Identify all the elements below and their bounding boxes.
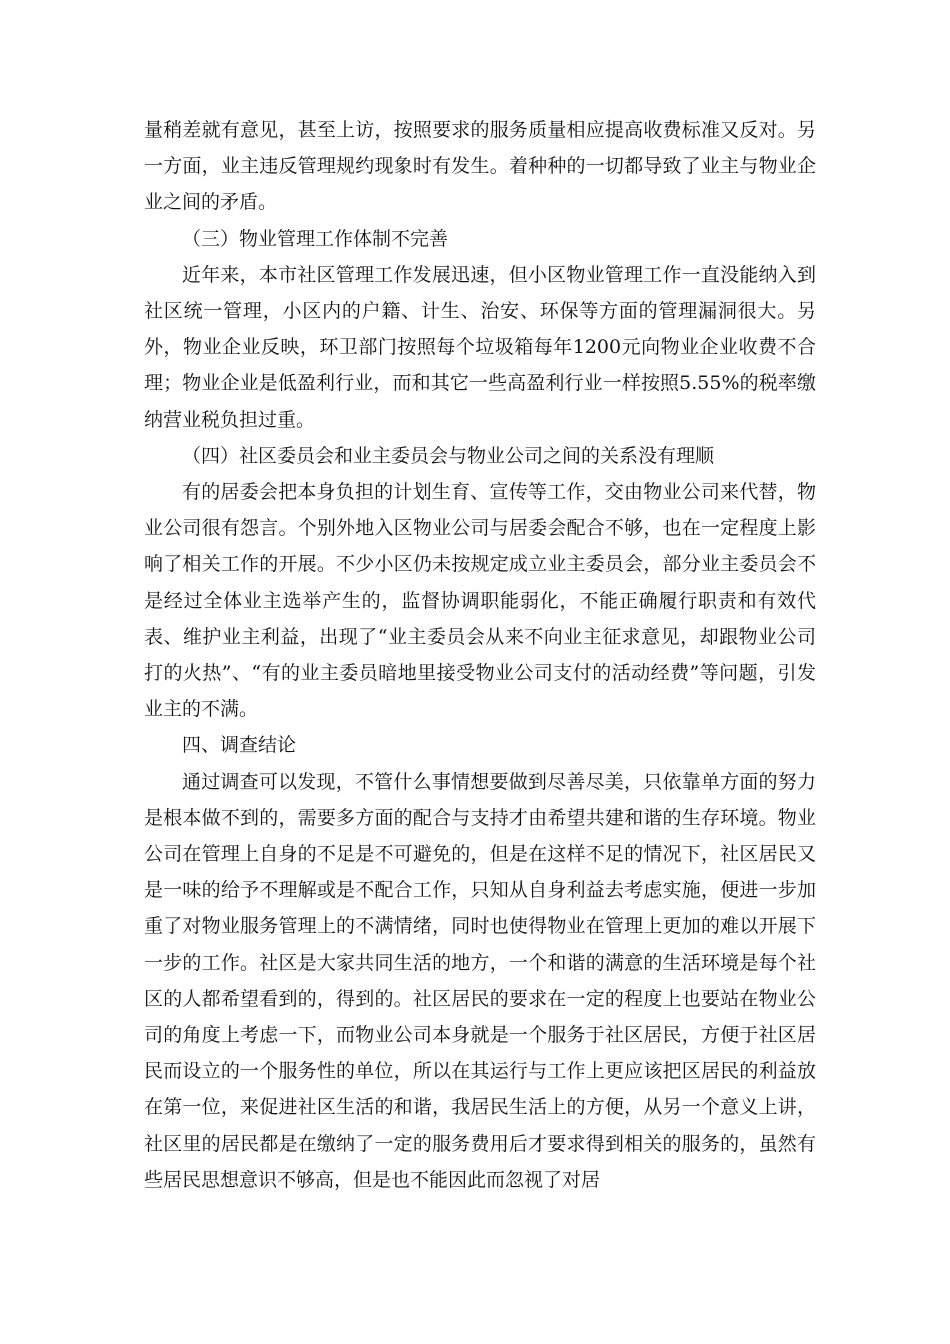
paragraph-continued: 量稍差就有意见，甚至上访，按照要求的服务质量相应提高收费标准又反对。另一方面，业主违反管理规约现象时有发生。着种种的一切都导致了业主与物业企业之间的矛盾。 xyxy=(144,119,816,214)
section-heading-3: （三）物业管理工作体制不完善 xyxy=(182,227,449,250)
document-body xyxy=(144,112,816,1198)
section-heading-conclusion: 四、调查结论 xyxy=(182,734,297,757)
section-heading-4: （四）社区委员会和业主委员会与物业公司之间的关系没有理顺 xyxy=(182,444,715,467)
paragraph-conclusion: 通过调查可以发现，不管什么事情想要做到尽善尽美，只依靠单方面的努力是根本做不到的，需要多方面的配合与支持才由希望共建和谐的生存环境。物业公司在管理上自身的不足是不可避免的，但是在这样不足的情况下，社区居民又是一味的给予不理解或是不配合工作，只知从自身利益去考虑实施，便进一步加重了对物业服务管理上的不满情绪，同时也使得物业在管理上更加的难以开展下一步的工作。社区是大家共同生活的地方，一个和谐的满意的生活环境是每个社区的人都希望看到的，得到的。社区居民的要求在一定的程度上也要站在物业公司的角度上考虑一下，而物业公司本身就是一个服务于社区居民，方便于社区居民而设立的一个服务性的单位，所以在其运行与工作上更应该把区居民的利益放在第一位，来促进社区生活的和谐，我居民生活上的方便，从另一个意义上讲，社区里的居民都是在缴纳了一定的服务费用后才要求得到相关的服务的，虽然有些居民思想意识不够高，但是也不能因此而忽视了对居 xyxy=(144,770,816,1191)
paragraph-committee-relations: 有的居委会把本身负担的计划生育、宣传等工作，交由物业公司来代替，物业公司很有怨言。个别外地入区物业公司与居委会配合不够，也在一定程度上影响了相关工作的开展。不少小区仍未按规定成立业主委员会，部分业主委员会不是经过全体业主选举产生的，监督协调职能弱化，不能正确履行职责和有效代表、维护业主利益，出现了“业主委员会从来不向业主征求意见，却跟物业公司打的火热”、“有的业主委员暗地里接受物业公司支付的活动经费”等问题，引发业主的不满。 xyxy=(144,481,816,721)
paragraph-management-system: 近年来，本市社区管理工作发展迅速，但小区物业管理工作一直没能纳入到社区统一管理，小区内的户籍、计生、治安、环保等方面的管理漏洞很大。另外，物业企业反映，环卫部门按照每个垃圾箱每年1200元向物业企业收费不合理；物业企业是低盈利行业，而和其它一些高盈利行业一样按照5.55%的税率缴纳营业税负担过重。 xyxy=(144,263,816,431)
